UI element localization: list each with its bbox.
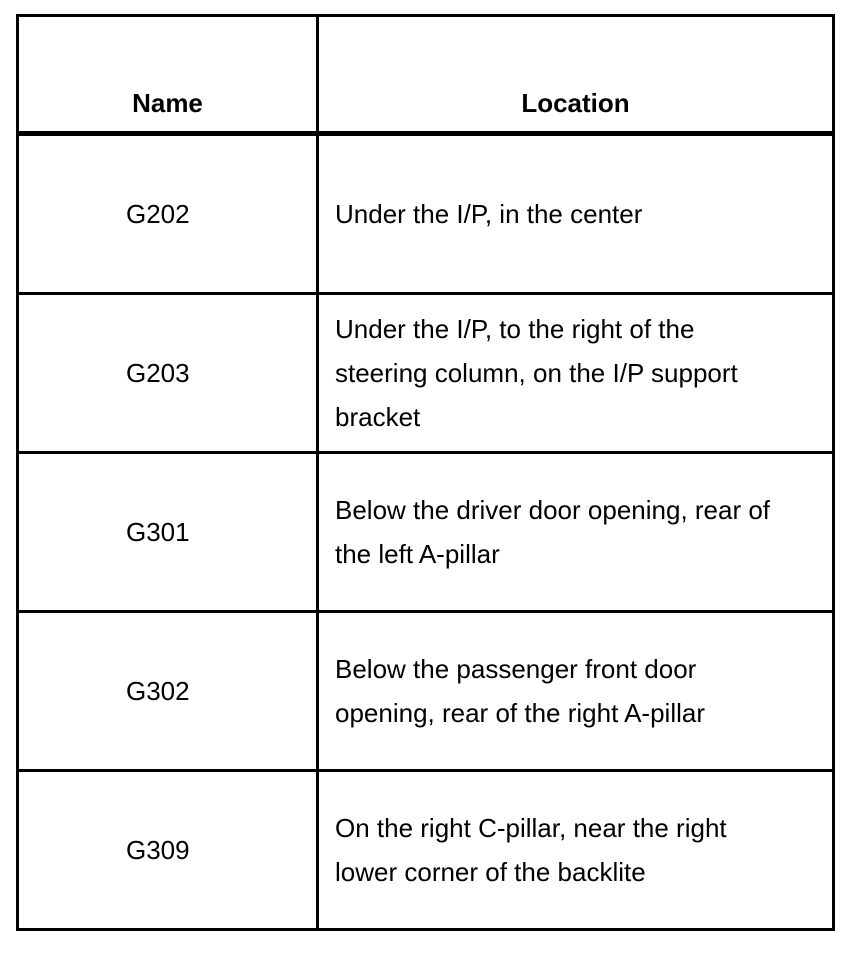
table-row — [18, 612, 834, 771]
ground-location-cell: On the right C-pillar, near the right lower corner of the backlite — [318, 771, 834, 930]
table-header — [18, 16, 834, 134]
ground-name-cell: G203 — [18, 294, 318, 453]
ground-name-cell: G302 — [18, 612, 318, 771]
table-row — [18, 134, 834, 294]
ground-location-cell: Under the I/P, in the center — [318, 134, 834, 294]
ground-name-cell: G202 — [18, 134, 318, 294]
header-row — [18, 16, 834, 134]
ground-location-cell: Under the I/P, to the right of the steering column, on the I/P support bracket — [318, 294, 834, 453]
ground-locations-table — [16, 14, 835, 931]
table-row — [18, 294, 834, 453]
ground-name-cell: G301 — [18, 453, 318, 612]
location-column-header: Location — [318, 16, 834, 134]
ground-location-cell: Below the driver door opening, rear of the left A-pillar — [318, 453, 834, 612]
ground-name-cell: G309 — [18, 771, 318, 930]
ground-location-cell: Below the passenger front door opening, rear of the right A-pillar — [318, 612, 834, 771]
name-column-header: Name — [18, 16, 318, 134]
table-body — [18, 134, 834, 930]
table-row — [18, 453, 834, 612]
table-row — [18, 771, 834, 930]
